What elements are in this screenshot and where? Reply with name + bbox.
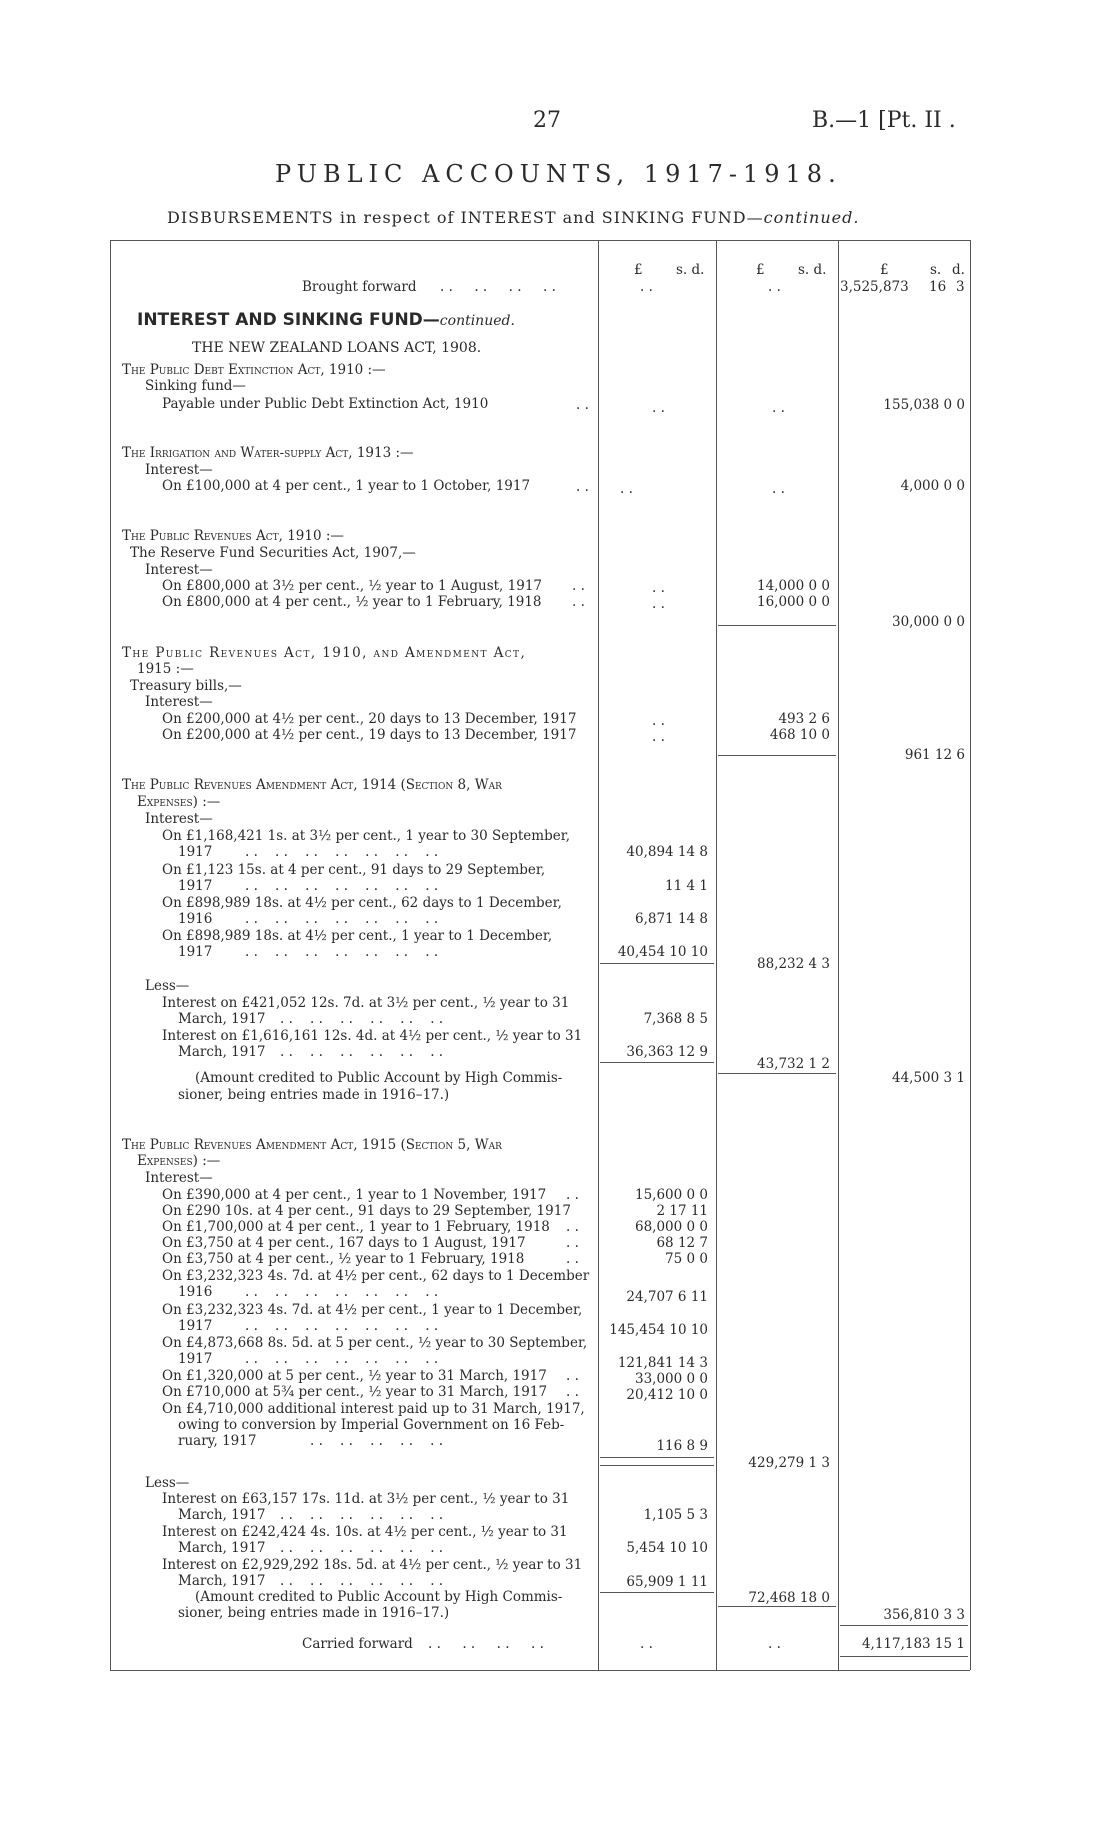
subtotal-rule [600,963,714,964]
pram15-line6b: 1916 [178,1284,213,1300]
leader-dots: . . . . . . . . [428,1636,544,1652]
irr-heading: The Irrigation and Water-supply Act, 1913 :— [122,445,414,461]
empty-dots: . . [768,1636,781,1652]
praa-line1: On £200,000 at 4½ per cent., 20 days to 13 December, 1917 [162,711,577,727]
col-right-s: s. [930,262,942,278]
pram15-amount-1: 15,600 0 0 [635,1187,708,1203]
pram15-less-line2b: March, 1917 [178,1540,266,1556]
leader-dots: . . . . . . . . . . . . . . [245,1284,439,1300]
pram14-line1b: 1917 [178,844,213,860]
irr-line: On £100,000 at 4 per cent., 1 year to 1 October, 1917 [162,478,531,494]
pram15-less-amount-2: 5,454 10 10 [626,1540,708,1556]
col-left-sd: s. d. [676,262,705,278]
pram14-amount-2: 11 4 1 [665,878,708,894]
leader-dots: . . [576,479,589,495]
pram15-line6a: On £3,232,323 4s. 7d. at 4½ per cent., 62 days to 1 December [162,1268,590,1284]
pram15-less-line3a: Interest on £2,929,292 18s. 5d. at 4½ per cent., ½ year to 31 [162,1557,583,1573]
empty-dots: . . [620,481,633,497]
pram14-heading2: Expenses) :— [137,794,221,810]
pram15-amount-7: 145,454 10 10 [609,1322,708,1338]
subtitle-continued: continued. [763,208,860,227]
page-title: PUBLIC ACCOUNTS, 1917-1918. [275,160,842,188]
leader-dots: . . . . . . . . . . . . . . [245,944,439,960]
leader-dots: . . [566,1384,579,1400]
empty-dots: . . [652,713,665,729]
col-mid-pounds: £ [756,262,765,278]
pram14-line2a: On £1,123 15s. at 4 per cent., 91 days to 29 September, [162,862,546,878]
leader-dots: . . . . . . . . [440,279,556,295]
praa-total: 961 12 6 [904,747,965,763]
leader-dots: . . . . . . . . . . . . [280,1573,444,1589]
pram14-less-line2b: March, 1917 [178,1044,266,1060]
pra-line2: On £800,000 at 4 per cent., ½ year to 1 February, 1918 [162,594,542,610]
pram15-heading: The Public Revenues Amendment Act, 1915 (Section 5, War [122,1137,502,1153]
pram15-line-3: On £1,700,000 at 4 per cent., 1 year to 1 February, 1918 [162,1219,550,1235]
leader-dots: . . [566,1187,579,1203]
empty-dots: . . [652,596,665,612]
pram14-line3a: On £898,989 18s. at 4½ per cent., 62 days to 1 December, [162,895,562,911]
pram14-line1a: On £1,168,421 1s. at 3½ per cent., 1 year to 30 September, [162,828,570,844]
pram15-less-line2a: Interest on £242,424 4s. 10s. at 4½ per cent., ½ year to 31 [162,1524,568,1540]
column-rule-1 [598,240,599,1670]
pram15-line-4: On £3,750 at 4 per cent., 167 days to 1 August, 1917 [162,1235,526,1251]
pram14-amount-1: 40,894 14 8 [626,844,708,860]
pram15-less-amount-3: 65,909 1 11 [626,1574,708,1590]
pram15-line8a: On £4,873,668 8s. 5d. at 5 per cent., ½ year to 30 September, [162,1335,588,1351]
leader-dots: . . [566,1251,579,1267]
pram14-sub: Interest— [145,811,213,827]
pram14-less-total: 43,732 1 2 [757,1056,830,1072]
brought-forward-s: 16 [929,279,947,295]
irr-total: 4,000 0 0 [900,478,965,494]
pram15-less: Less— [145,1475,190,1491]
leader-dots: . . [572,578,585,594]
subtitle-main: DISBURSEMENTS in respect of INTEREST and SINKING FUND— [167,208,764,227]
empty-dots: . . [652,729,665,745]
pra-sub1: The Reserve Fund Securities Act, 1907,— [130,545,416,561]
leader-dots: . . [566,1368,579,1384]
pram15-less-line1b: March, 1917 [178,1507,266,1523]
leader-dots: . . . . . . . . . . . . . . [245,844,439,860]
praa-heading: The Public Revenues Act, 1910, and Amendment Act, [122,645,527,661]
pram15-line11b: owing to conversion by Imperial Government on 16 Feb- [178,1417,565,1433]
pram15-less-amount-1: 1,105 5 3 [643,1507,708,1523]
leader-dots: . . . . . . . . . . . . [280,1011,444,1027]
leader-dots: . . . . . . . . . . . . . . [245,911,439,927]
pram15-line7a: On £3,232,323 4s. 7d. at 4½ per cent., 1 year to 1 December, [162,1302,583,1318]
pra-line1: On £800,000 at 3½ per cent., ½ year to 1 August, 1917 [162,578,542,594]
subtotal-rule [600,1457,714,1458]
pram15-note2: sioner, being entries made in 1916–17.) [178,1605,450,1621]
carried-forward-total: 4,117,183 15 1 [861,1636,965,1652]
subtotal-rule [600,1062,714,1063]
section-title-continued: continued. [439,313,515,329]
pram15-sub: Interest— [145,1170,213,1186]
pram14-less-amount-2: 36,363 12 9 [626,1044,708,1060]
pram14-total: 44,500 3 1 [892,1070,965,1086]
pram14-line4b: 1917 [178,944,213,960]
pde-heading: The Public Debt Extinction Act, 1910 :— [122,362,386,378]
pram15-amount-4: 68 12 7 [656,1235,708,1251]
section-title-text: INTEREST AND SINKING FUND— [137,310,440,330]
pram15-amount-5: 75 0 0 [665,1251,708,1267]
pde-total: 155,038 0 0 [883,397,965,413]
table-bottom-rule [110,1670,970,1671]
pra-total: 30,000 0 0 [892,614,965,630]
pram15-amount-8: 121,841 14 3 [617,1355,708,1371]
carried-forward-label: Carried forward [302,1636,413,1652]
pra-heading: The Public Revenues Act, 1910 :— [122,528,344,544]
col-right-pounds: £ [880,262,889,278]
pram14-note2: sioner, being entries made in 1916–17.) [178,1087,450,1103]
pram14-less-line1a: Interest on £421,052 12s. 7d. at 3½ per cent., ½ year to 31 [162,995,570,1011]
pra-sub2: Interest— [145,562,213,578]
pram15-line9: On £1,320,000 at 5 per cent., ½ year to 31 March, 1917 [162,1368,547,1384]
empty-dots: . . [768,279,781,295]
praa-heading2: 1915 :— [137,661,194,677]
pram14-less-amount-1: 7,368 8 5 [643,1011,708,1027]
leader-dots: . . . . . . . . . . . . [280,1540,444,1556]
pram15-line-2: On £290 10s. at 4 per cent., 91 days to 29 September, 1917 [162,1203,571,1219]
leader-dots: . . [566,1235,579,1251]
col-mid-sd: s. d. [798,262,827,278]
pram15-heading2: Expenses) :— [137,1153,221,1169]
praa-amount-1: 493 2 6 [778,711,830,727]
empty-dots: . . [652,400,665,416]
pram14-less-line2a: Interest on £1,616,161 12s. 4d. at 4½ per cent., ½ year to 31 [162,1028,583,1044]
pram15-line-1: On £390,000 at 4 per cent., 1 year to 1 November, 1917 [162,1187,547,1203]
empty-dots: . . [772,481,785,497]
empty-dots: . . [652,580,665,596]
subtotal-rule [600,1465,714,1466]
pram14-line2b: 1917 [178,878,213,894]
leader-dots: . . [572,594,585,610]
section-title [137,310,515,330]
pram14-subtotal: 88,232 4 3 [757,956,830,972]
pram14-amount-4: 40,454 10 10 [617,944,708,960]
pram14-amount-3: 6,871 14 8 [635,911,708,927]
empty-dots: . . [640,1636,653,1652]
pram14-line3b: 1916 [178,911,213,927]
leader-dots: . . . . . . . . . . . . . . [245,878,439,894]
pde-sub: Sinking fund— [145,378,246,394]
brought-forward-label: Brought forward [302,279,417,295]
praa-line2: On £200,000 at 4½ per cent., 19 days to 13 December, 1917 [162,727,577,743]
pra-amount-1: 14,000 0 0 [757,578,830,594]
subtotal-rule [718,1606,836,1607]
pra-amount-2: 16,000 0 0 [757,594,830,610]
leader-dots: . . . . . . . . . . . . [280,1044,444,1060]
leader-dots: . . [576,397,589,413]
page-number: 27 [533,108,561,133]
pram14-less: Less— [145,978,190,994]
brought-forward-total: 3,525,873 [840,279,909,295]
pram15-amount-2: 2 17 11 [656,1203,708,1219]
pram14-note1: (Amount credited to Public Account by High Commis- [195,1070,563,1086]
total-rule [840,1625,968,1626]
pram15-amount-3: 68,000 0 0 [635,1219,708,1235]
subtotal-rule [718,755,836,756]
page-subtitle [167,208,859,227]
pram15-less-total: 72,468 18 0 [748,1590,830,1606]
col-left-pounds: £ [634,262,643,278]
pram15-amount-11: 116 8 9 [656,1438,708,1454]
column-rule-3 [838,240,839,1670]
leader-dots: . . . . . . . . . . . . [280,1507,444,1523]
subtotal-rule [718,625,836,626]
pram15-line11a: On £4,710,000 additional interest paid up to 31 March, 1917, [162,1401,585,1417]
subtotal-rule [600,1592,714,1593]
pram15-less-line3b: March, 1917 [178,1573,266,1589]
table-top-rule [110,240,970,241]
col-right-d: d. [952,262,965,278]
empty-dots: . . [772,400,785,416]
pram14-less-line1b: March, 1917 [178,1011,266,1027]
total-rule [840,1656,968,1657]
table-left-rule [110,240,111,1670]
pram14-line4a: On £898,989 18s. at 4½ per cent., 1 year to 1 December, [162,928,553,944]
pram15-line-5: On £3,750 at 4 per cent., ½ year to 1 February, 1918 [162,1251,525,1267]
pram15-subtotal: 429,279 1 3 [748,1455,830,1471]
pde-line: Payable under Public Debt Extinction Act, 1910 [162,396,489,412]
pram15-note1: (Amount credited to Public Account by High Commis- [195,1589,563,1605]
pram15-line10: On £710,000 at 5¾ per cent., ½ year to 31 March, 1917 [162,1384,548,1400]
praa-sub1: Treasury bills,— [130,678,242,694]
pram15-amount-10: 20,412 10 0 [626,1387,708,1403]
pram15-amount-9: 33,000 0 0 [635,1371,708,1387]
irr-sub: Interest— [145,462,213,478]
empty-dots: . . [640,279,653,295]
pram15-amount-6: 24,707 6 11 [626,1289,708,1305]
pram14-heading: The Public Revenues Amendment Act, 1914 (Section 8, War [122,777,502,793]
leader-dots: . . . . . . . . . . . . . . [245,1351,439,1367]
brought-forward-d: 3 [956,279,965,295]
pram15-less-line1a: Interest on £63,157 17s. 11d. at 3½ per cent., ½ year to 31 [162,1491,570,1507]
pram15-total: 356,810 3 3 [883,1607,965,1623]
leader-dots: . . . . . . . . . . . . . . [245,1318,439,1334]
pram15-line7b: 1917 [178,1318,213,1334]
document-reference: B.—1 [Pt. II . [812,108,956,133]
praa-sub2: Interest— [145,694,213,710]
pram15-line8b: 1917 [178,1351,213,1367]
table-right-rule [970,240,971,1670]
leader-dots: . . . . . . . . . . [310,1433,444,1449]
leader-dots: . . [566,1219,579,1235]
subtotal-rule [718,1073,836,1074]
pram15-line11c: ruary, 1917 [178,1433,257,1449]
nz-loans-act-heading: THE NEW ZEALAND LOANS ACT, 1908. [192,340,482,356]
praa-amount-2: 468 10 0 [769,727,830,743]
